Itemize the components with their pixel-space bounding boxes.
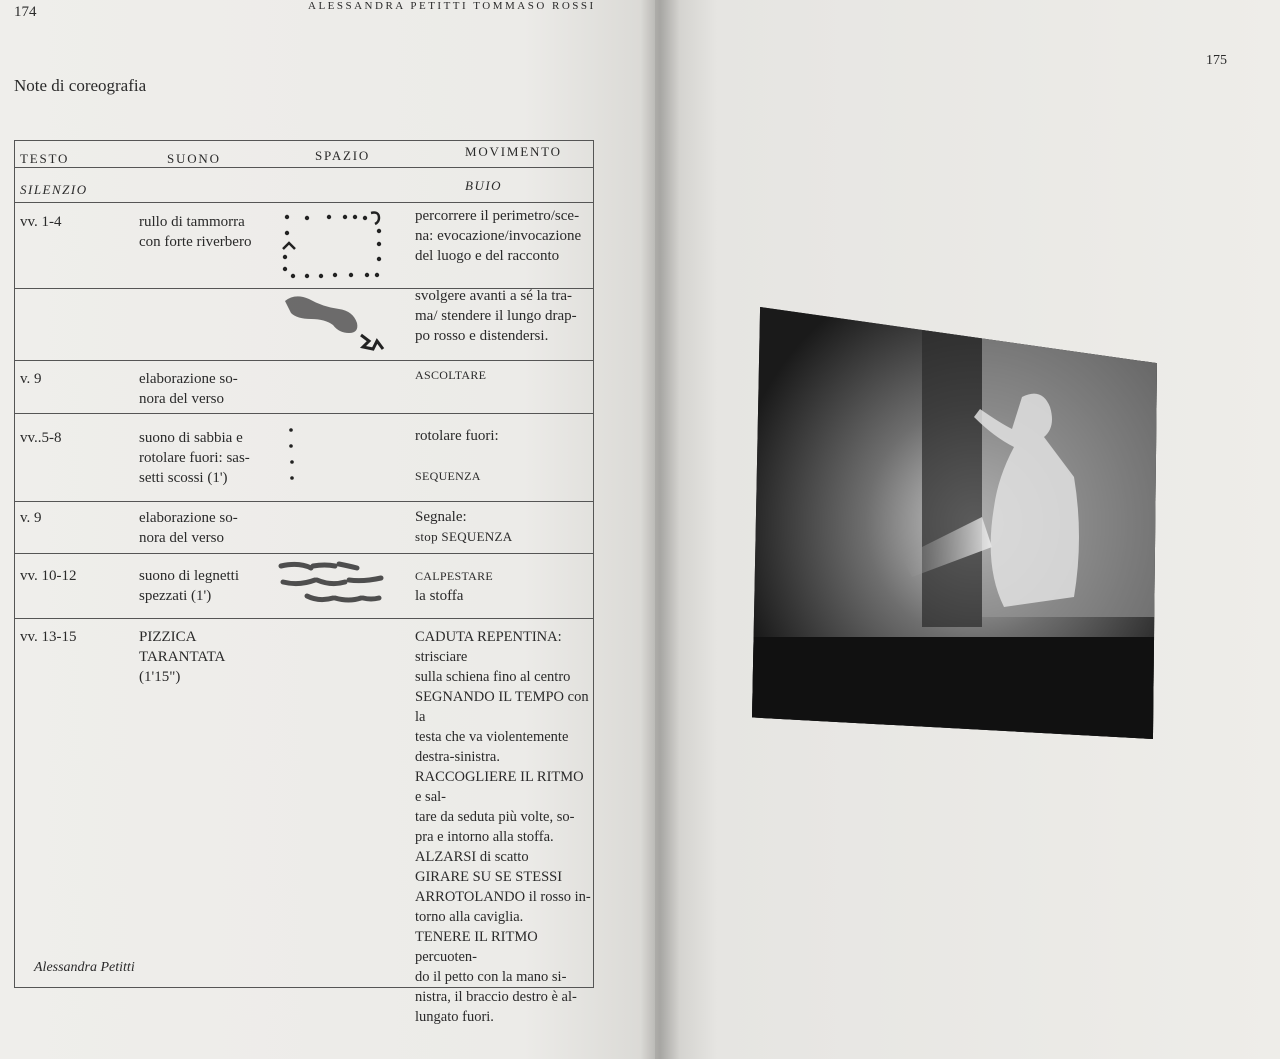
header-suono: SUONO	[167, 151, 221, 166]
suono-line: TARANTATA	[139, 649, 226, 665]
table-row	[15, 289, 593, 361]
movimento-line: pra e intorno alla stoffa.	[415, 829, 554, 845]
dotted-line-icon	[287, 426, 297, 496]
suono-line: rullo di tammorra	[139, 214, 245, 230]
suono-line: suono di sabbia e	[139, 430, 243, 446]
movimento-line: CALPESTARE	[415, 569, 494, 583]
movimento-line: svolgere avanti a sé la tra-	[415, 288, 573, 304]
table-row	[15, 361, 593, 414]
book-gutter	[640, 0, 680, 1059]
author-signature: Alessandra Petitti	[34, 960, 135, 975]
cloth-stroke-icon	[281, 291, 391, 359]
movimento-line: lungato fuori.	[415, 1009, 494, 1025]
broken-sticks-icon	[277, 560, 387, 612]
testo-cell: v. 9	[20, 510, 42, 526]
movimento-line: sulla schiena fino al centro	[415, 669, 571, 685]
dotted-rectangle-path-icon	[277, 209, 389, 285]
movimento-line: la stoffa	[415, 588, 464, 604]
testo-cell: vv. 13-15	[20, 629, 77, 645]
movimento-line: ma/ stendere il lungo drap-	[415, 308, 577, 324]
performance-photo	[752, 307, 1157, 739]
suono-line: (1'15")	[139, 669, 181, 685]
table-row	[15, 203, 593, 289]
table-header-row	[15, 141, 593, 168]
movimento-cell	[415, 566, 593, 606]
suono-line: elaborazione so-	[139, 371, 238, 387]
suono-line: PIZZICA	[139, 629, 197, 645]
header-testo: TESTO	[20, 151, 70, 166]
movimento-line: RACCOGLIERE IL RITMO e sal-	[415, 769, 584, 805]
movimento-line: GIRARE SU SE STESSI	[415, 869, 563, 885]
table-row	[15, 554, 593, 619]
header-spazio: SPAZIO	[315, 148, 371, 163]
suono-cell	[139, 369, 264, 409]
suono-cell	[139, 566, 264, 606]
suono-line: suono di legnetti	[139, 568, 239, 584]
running-head: ALESSANDRA PETITTI TOMMASO ROSSI	[308, 0, 596, 12]
suono-line: setti scossi (1')	[139, 470, 228, 486]
suono-line: con forte riverbero	[139, 234, 252, 250]
suono-line: elaborazione so-	[139, 510, 238, 526]
movimento-line: torno alla caviglia.	[415, 909, 524, 925]
testo-cell: vv. 10-12	[20, 568, 77, 584]
silenzio-row	[15, 168, 593, 203]
movimento-cell	[415, 286, 593, 346]
movimento-line: testa che va violentemente	[415, 729, 569, 745]
movimento-line: tare da seduta più volte, so-	[415, 809, 575, 825]
movimento-cell	[415, 426, 593, 486]
movimento-line: Segnale:	[415, 509, 467, 525]
movimento-line	[415, 446, 593, 464]
movimento-cell	[415, 627, 593, 1027]
header-movimento: MOVIMENTO	[465, 144, 562, 159]
suono-cell	[139, 428, 264, 488]
movimento-line: CADUTA REPENTINA: strisciare	[415, 629, 562, 665]
movimento-line: po rosso e distendersi.	[415, 328, 549, 344]
suono-line: spezzati (1')	[139, 588, 212, 604]
choreography-table	[14, 140, 594, 1025]
movimento-line: TENERE IL RITMO percuoten-	[415, 929, 538, 965]
movimento-line: do il petto con la mano si-	[415, 969, 567, 985]
suono-cell	[139, 508, 264, 548]
movimento-line: rotolare fuori:	[415, 428, 499, 444]
movimento-line: na: evocazione/invocazione	[415, 228, 582, 244]
movimento-line: percorrere il perimetro/sce-	[415, 208, 580, 224]
movimento-line: ALZARSI di scatto	[415, 849, 529, 865]
buio-label: BUIO	[465, 178, 503, 193]
section-title: Note di coreografia	[14, 76, 147, 95]
page-number-right: 175	[1206, 53, 1227, 68]
movimento-line: stop SEQUENZA	[415, 529, 513, 544]
movimento-line: SEGNANDO IL TEMPO con la	[415, 689, 589, 725]
page-number-left: 174	[14, 4, 37, 20]
testo-cell: v. 9	[20, 371, 42, 387]
movimento-line: ASCOLTARE	[415, 368, 487, 382]
movimento-line: ARROTOLANDO il rosso in-	[415, 889, 591, 905]
silenzio-label: SILENZIO	[20, 182, 88, 197]
testo-cell: vv..5-8	[20, 430, 62, 446]
movimento-cell	[415, 365, 593, 385]
movimento-cell	[415, 507, 593, 547]
suono-line: nora del verso	[139, 530, 224, 546]
table-row	[15, 619, 593, 1025]
suono-cell	[139, 627, 264, 687]
movimento-line: del luogo e del racconto	[415, 248, 560, 264]
testo-cell: vv. 1-4	[20, 214, 62, 230]
movimento-line: SEQUENZA	[415, 469, 481, 483]
table-row	[15, 414, 593, 502]
suono-line: nora del verso	[139, 391, 224, 407]
table-row	[15, 502, 593, 554]
movimento-cell	[415, 206, 593, 266]
movimento-line: nistra, il braccio destro è al-	[415, 989, 577, 1005]
suono-line: rotolare fuori: sas-	[139, 450, 250, 466]
movimento-line: destra-sinistra.	[415, 749, 500, 765]
suono-cell	[139, 212, 264, 252]
